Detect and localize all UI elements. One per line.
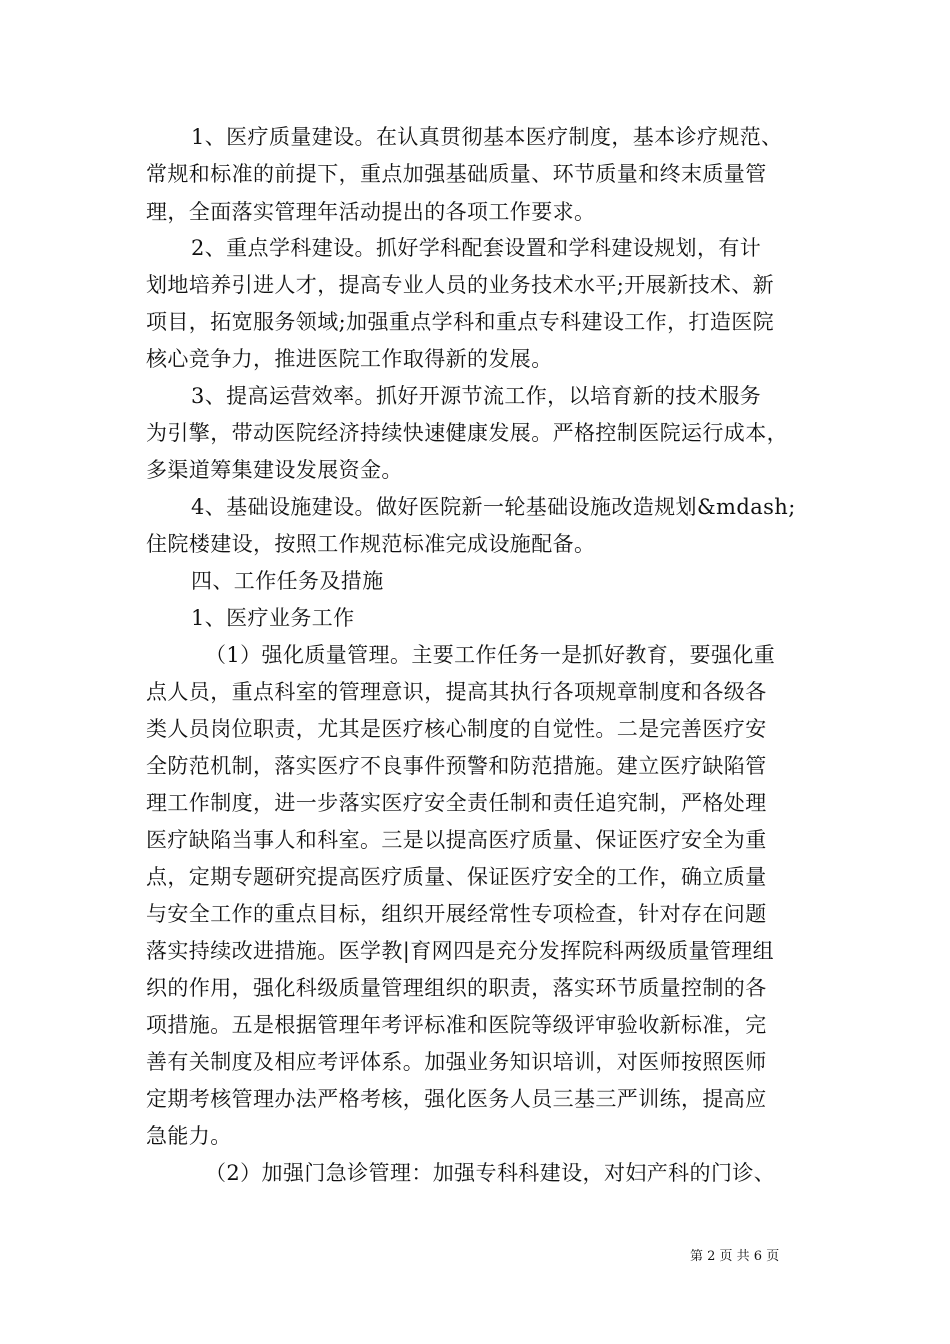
- text-line: （2）加强门急诊管理：加强专科科建设，对妇产科的门诊、: [205, 1161, 776, 1185]
- text-line: 理，全面落实管理年活动提出的各项工作要求。: [146, 200, 596, 224]
- text-line: 急能力。: [146, 1124, 232, 1148]
- text-line: 为引擎，带动医院经济持续快速健康发展。严格控制医院运行成本，: [146, 421, 788, 445]
- subsection-heading: 1、医疗业务工作: [191, 606, 355, 630]
- text-line: 理工作制度，进一步落实医疗安全责任制和责任追究制，严格处理: [146, 791, 767, 815]
- text-line: 2、重点学科建设。抓好学科配套设置和学科建设规划，有计: [191, 236, 762, 260]
- text-line: 善有关制度及相应考评体系。加强业务知识培训，对医师按照医师: [146, 1050, 767, 1074]
- text-line: 常规和标准的前提下，重点加强基础质量、环节质量和终末质量管: [146, 162, 767, 186]
- text-line: 4、基础设施建设。做好医院新一轮基础设施改造规划&mdash;: [191, 495, 796, 519]
- text-line: 与安全工作的重点目标，组织开展经常性专项检查，针对存在问题: [146, 902, 767, 926]
- text-line: 项目，拓宽服务领域;加强重点学科和重点专科建设工作，打造医院: [146, 310, 775, 334]
- section-heading: 四、工作任务及措施: [191, 569, 384, 593]
- text-line: 类人员岗位职责，尤其是医疗核心制度的自觉性。二是完善医疗安: [146, 717, 767, 741]
- text-line: 织的作用，强化科级质量管理组织的职责，落实环节质量控制的各: [146, 976, 767, 1000]
- text-line: 点，定期专题研究提高医疗质量、保证医疗安全的工作，确立质量: [146, 865, 767, 889]
- text-line: 落实持续改进措施。医学教|育网四是充分发挥院科两级质量管理组: [146, 939, 775, 963]
- text-line: 划地培养引进人才，提高专业人员的业务技术水平;开展新技术、新: [146, 273, 775, 297]
- text-line: 住院楼建设，按照工作规范标准完成设施配备。: [146, 532, 596, 556]
- text-line: 3、提高运营效率。抓好开源节流工作，以培育新的技术服务: [191, 384, 762, 408]
- page-number: 第 2 页 共 6 页: [690, 1249, 780, 1264]
- text-line: 定期考核管理办法严格考核，强化医务人员三基三严训练，提高应: [146, 1087, 767, 1111]
- text-line: 核心竞争力，推进医院工作取得新的发展。: [146, 347, 553, 371]
- text-line: 全防范机制，落实医疗不良事件预警和防范措施。建立医疗缺陷管: [146, 754, 767, 778]
- text-line: 医疗缺陷当事人和科室。三是以提高医疗质量、保证医疗安全为重: [146, 828, 767, 852]
- text-line: （1）强化质量管理。主要工作任务一是抓好教育，要强化重: [205, 643, 776, 667]
- text-line: 点人员，重点科室的管理意识，提高其执行各项规章制度和各级各: [146, 680, 767, 704]
- text-line: 项措施。五是根据管理年考评标准和医院等级评审验收新标准，完: [146, 1013, 767, 1037]
- text-line: 多渠道筹集建设发展资金。: [146, 458, 403, 482]
- text-line: 1、医疗质量建设。在认真贯彻基本医疗制度，基本诊疗规范、: [191, 125, 783, 149]
